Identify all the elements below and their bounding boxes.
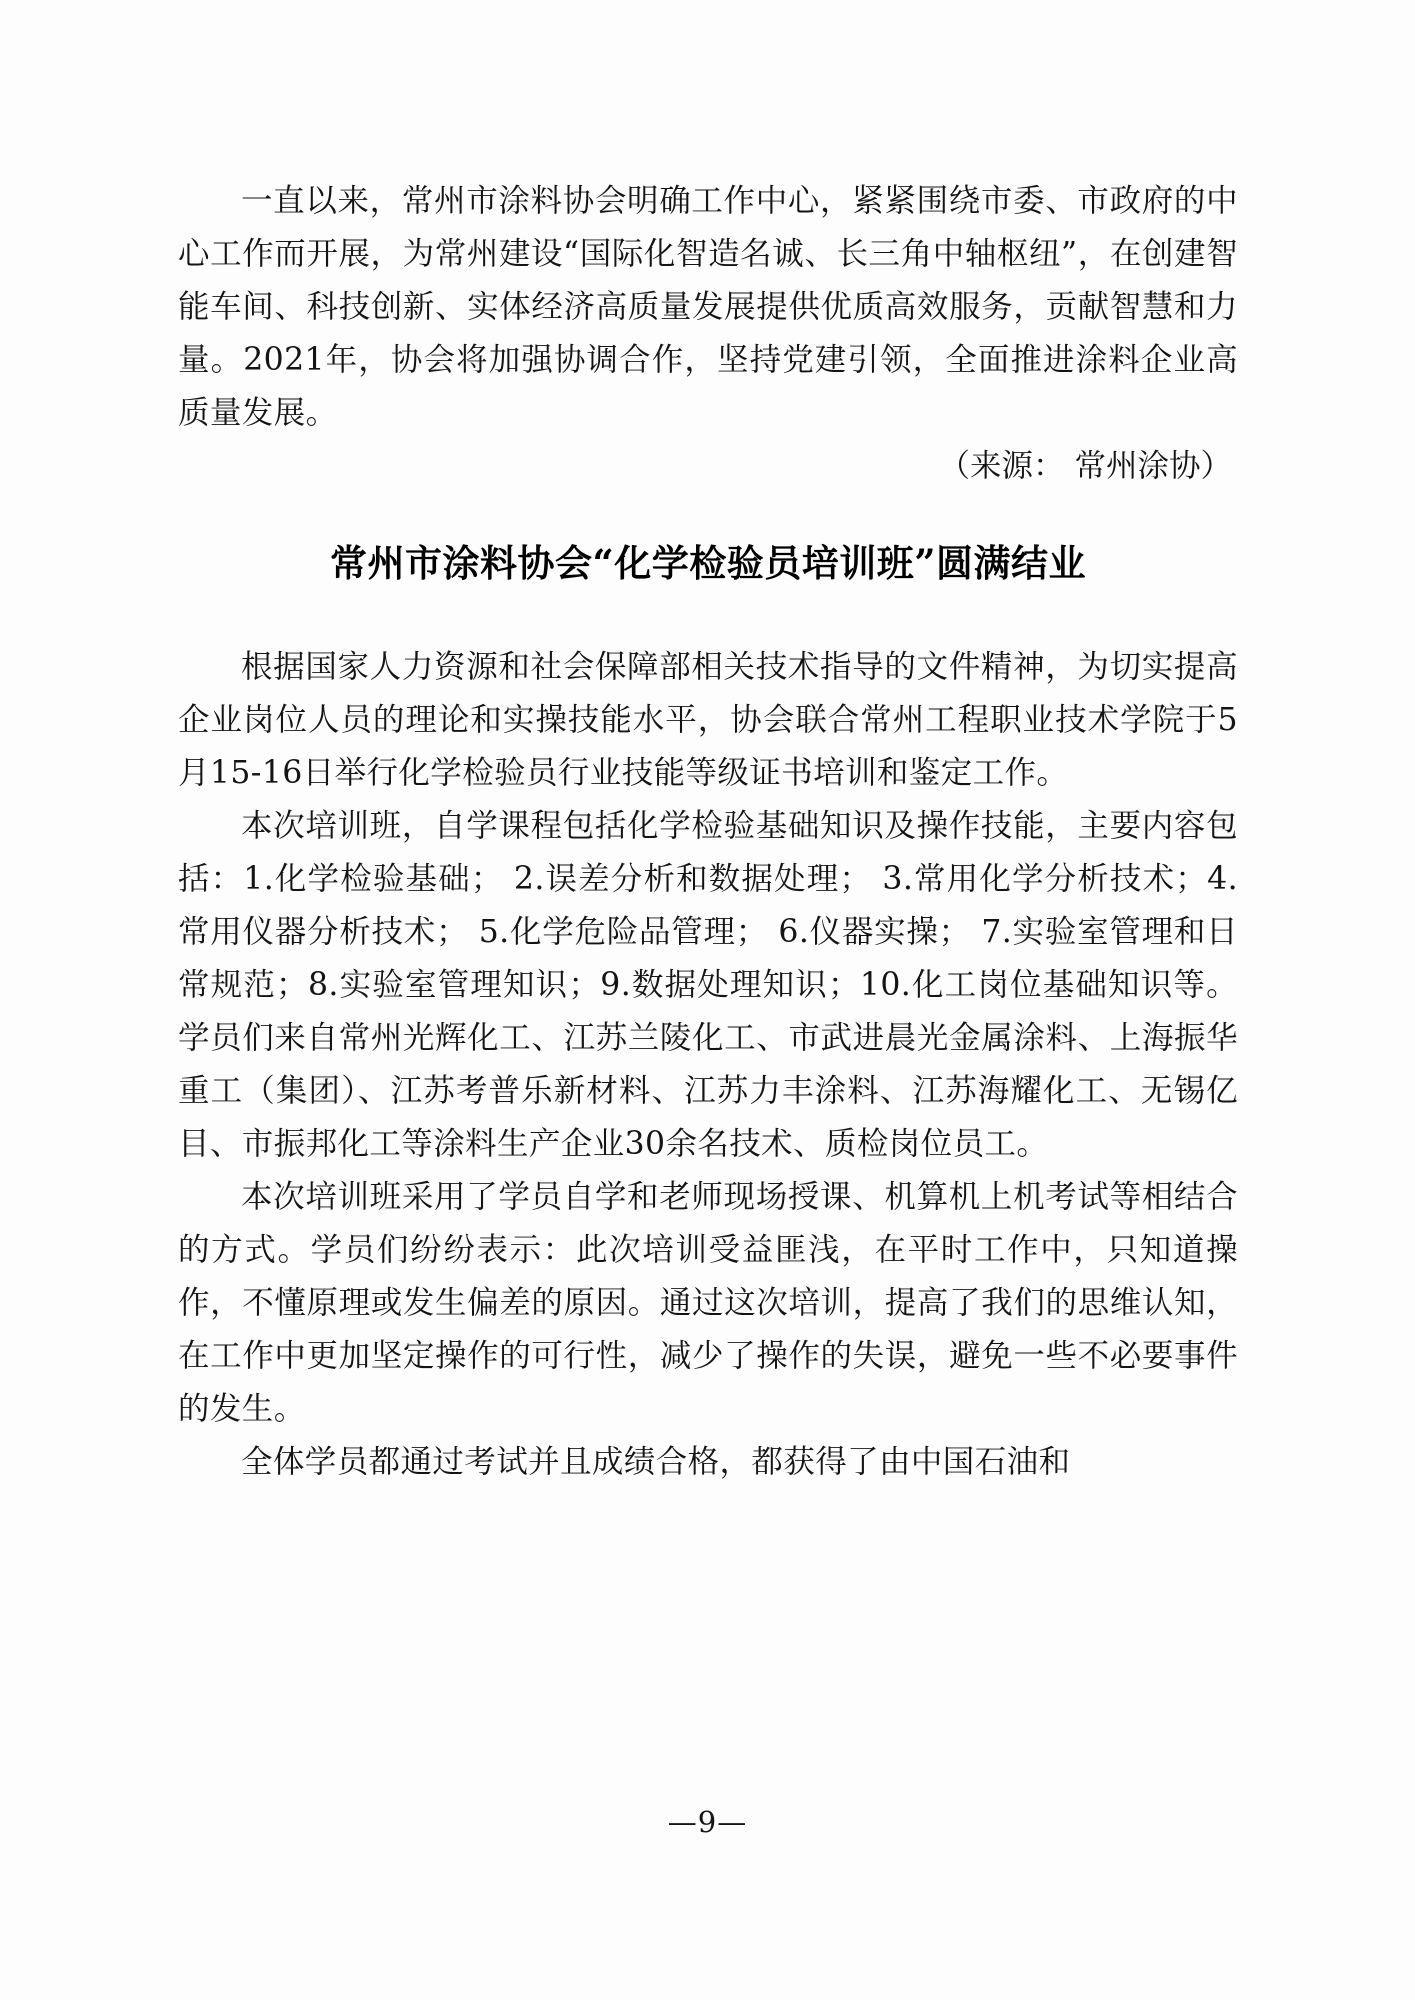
page-content [178, 175, 1238, 1489]
page-number-label: —9— [667, 1805, 748, 1839]
page-number [0, 1805, 1415, 1839]
article-heading: 常州市涂料协会“化学检验员培训班”圆满结业 [329, 541, 1087, 585]
section-intro [178, 175, 1238, 493]
paragraph-intro: 一直以来，常州市涂料协会明确工作中心，紧紧围绕市委、市政府的中心工作而开展，为常州建设“国际化智造名诚、长三角中轴枢纽”，在创建智能车间、科技创新、实体经济高质量发展提供优质高效服务，贡献智慧和力量。2021年，协会将加强协调合作，坚持党建引领，全面推进涂料企业高质量发展。 [178, 183, 1238, 431]
section-training-article [178, 641, 1238, 1489]
source-attribution: （来源： 常州涂协） [938, 448, 1232, 484]
heading-spacer [178, 589, 1238, 641]
paragraph-2: 本次培训班，自学课程包括化学检验基础知识及操作技能，主要内容包括：1.化学检验基础； 2.误差分析和数据处理； 3.常用化学分析技术；4.常用仪器分析技术； 5.化学危险品管理； 6.仪器实操； 7.实验室管理和日常规范；8.实验室管理知识；9.数据处理知识；10.化工岗位基础知识等。学员们来自常州光辉化工、江苏兰陵化工、市武进晨光金属涂料、上海振华重工（集团）、江苏考普乐新材料、江苏力丰涂料、江苏海耀化工、无锡亿目、市振邦化工等涂料生产企业30余名技术、质检岗位员工。 [178, 808, 1238, 1162]
paragraph-4: 全体学员都通过考试并且成绩合格，都获得了由中国石油和 [241, 1444, 1071, 1480]
paragraph-1: 根据国家人力资源和社会保障部相关技术指导的文件精神，为切实提高企业岗位人员的理论和实操技能水平，协会联合常州工程职业技术学院于5月15-16日举行化学检验员行业技能等级证书培训和鉴定工作。 [178, 649, 1238, 791]
paragraph-3: 本次培训班采用了学员自学和老师现场授课、机算机上机考试等相结合的方式。学员们纷纷表示：此次培训受益匪浅，在平时工作中，只知道操作，不懂原理或发生偏差的原因。通过这次培训，提高了我们的思维认知，在工作中更加坚定操作的可行性，减少了操作的失误，避免一些不必要事件的发生。 [178, 1179, 1238, 1427]
